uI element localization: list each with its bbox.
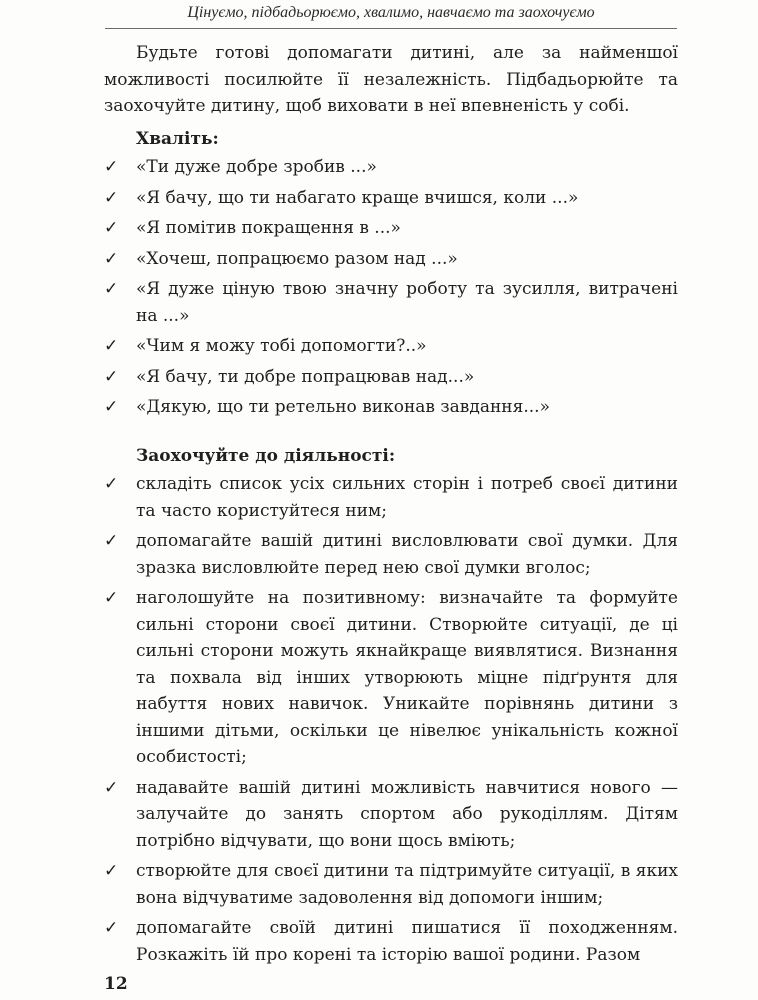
- list-item-text: допомагайте своїй дитині пишатися її походженням. Розкажіть їй про корені та історію вашої родини. Разом: [136, 918, 678, 965]
- page-number: 12: [104, 974, 128, 994]
- checkmark-icon: ✓: [104, 218, 119, 238]
- list-item-text: «Я дуже ціную твою значну роботу та зусилля, витрачені на ...»: [136, 279, 678, 326]
- checkmark-icon: ✓: [104, 918, 119, 938]
- checkmark-icon: ✓: [104, 248, 119, 269]
- checkmark-icon: ✓: [104, 397, 119, 417]
- encourage-heading: Заохочуйте до діяльності:: [136, 445, 396, 466]
- list-item-text: «Дякую, що ти ретельно виконав завдання...»: [136, 397, 550, 417]
- list-item: [104, 394, 678, 421]
- list-item-text: «Я бачу, що ти набагато краще вчишся, коли ...»: [136, 187, 579, 208]
- checkmark-icon: ✓: [104, 861, 119, 881]
- list-item-text: надавайте вашій дитині можливість навчитися нового — залучайте до занять спортом або рукоділлям. Дітям потрібно відчувати, що вони щось вміють;: [136, 777, 678, 851]
- list-item: [104, 333, 678, 360]
- list-item: [104, 585, 678, 771]
- checkmark-icon: ✓: [104, 366, 119, 387]
- checkmark-icon: ✓: [104, 588, 119, 608]
- page-content: [104, 40, 678, 972]
- checkmark-icon: ✓: [104, 157, 119, 177]
- list-item-text: «Хочеш, попрацюємо разом над ...»: [136, 248, 458, 269]
- list-item: [104, 471, 678, 524]
- encourage-list: [104, 471, 678, 968]
- running-header: Цінуємо, підбадьорюємо, хвалимо, навчаємо та заохочуємо: [105, 4, 677, 29]
- checkmark-icon: ✓: [104, 187, 119, 208]
- list-item-text: «Чим я можу тобі допомогти?..»: [136, 336, 427, 356]
- list-item-text: «Я помітив покращення в ...»: [136, 218, 401, 238]
- intro-paragraph: Будьте готові допомагати дитині, але за найменшої можливості посилюйте її незалежність. Підбадьорюйте та заохочуйте дитину, щоб виховати в неї впевненість у собі.: [104, 43, 678, 116]
- list-item: [104, 364, 678, 391]
- praise-heading: Хваліть:: [136, 128, 219, 149]
- checkmark-icon: ✓: [104, 474, 119, 494]
- list-item: [104, 154, 678, 181]
- list-item-text: «Я бачу, ти добре попрацював над...»: [136, 366, 475, 387]
- list-item-text: допомагайте вашій дитині висловлювати свої думки. Для зразка висловлюйте перед нею свої думки вголос;: [136, 531, 678, 578]
- list-item-text: складіть список усіх сильних сторін і потреб своєї дитини та часто користуйтеся ним;: [136, 474, 678, 521]
- list-item: [104, 246, 678, 273]
- list-item: [104, 185, 678, 212]
- checkmark-icon: ✓: [104, 777, 119, 798]
- list-item: [104, 915, 678, 968]
- list-item: [104, 775, 678, 855]
- list-item-text: «Ти дуже добре зробив ...»: [136, 157, 377, 177]
- list-item-text: створюйте для своєї дитини та підтримуйте ситуації, в яких вона відчуватиме задоволення від допомоги іншим;: [136, 861, 678, 908]
- list-item: [104, 276, 678, 329]
- checkmark-icon: ✓: [104, 279, 119, 299]
- praise-list: [104, 154, 678, 421]
- checkmark-icon: ✓: [104, 531, 119, 551]
- list-item: [104, 215, 678, 242]
- list-item-text: наголошуйте на позитивному: визначайте та формуйте сильні сторони своєї дитини. Створюйте ситуації, де ці сильні сторони можуть якнайкраще виявлятися. Визнання та похвала від інших утворюють міцне підґрунтя для набуття нових навичок. Уникайте порівнянь дитини з іншими дітьми, оскільки це нівелює унікальність кожної особистості;: [136, 588, 678, 767]
- list-item: [104, 858, 678, 911]
- list-item: [104, 528, 678, 581]
- checkmark-icon: ✓: [104, 336, 119, 356]
